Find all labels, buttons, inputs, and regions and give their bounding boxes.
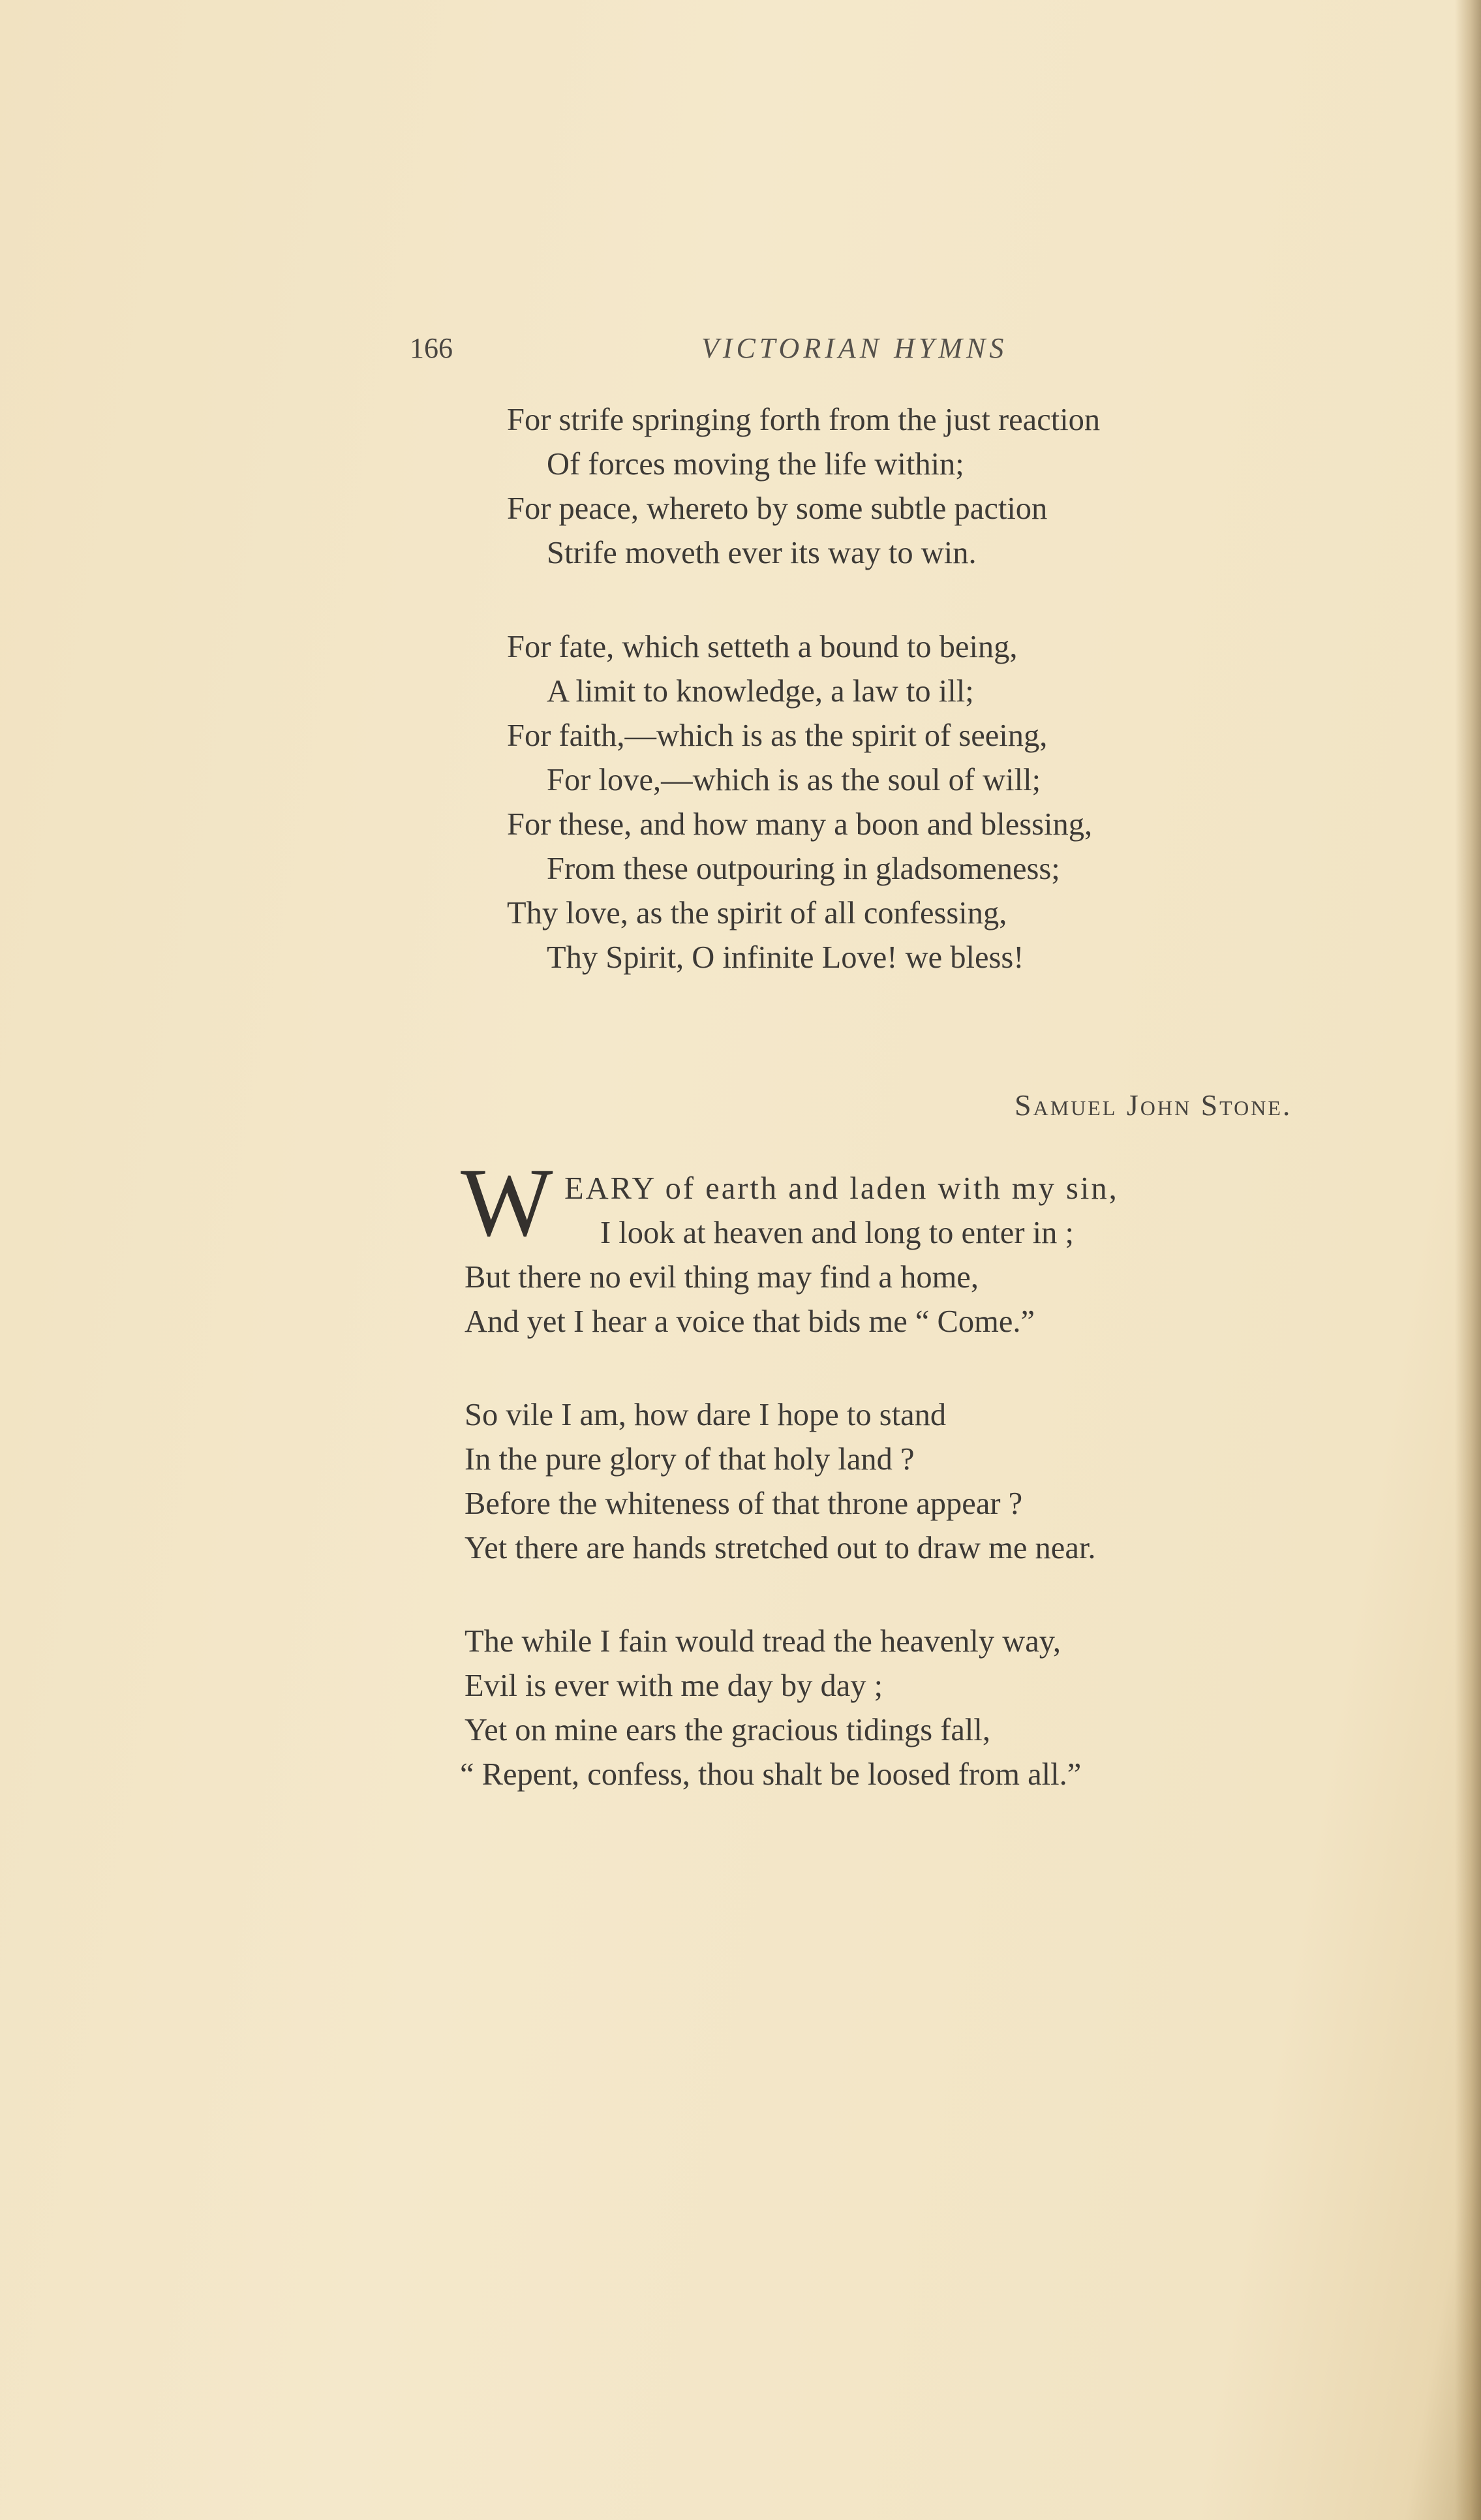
poem-line: But there no evil thing may find a home, (465, 1260, 979, 1295)
poem-line: Evil is ever with me day by day ; (465, 1668, 883, 1703)
running-title: VICTORIAN HYMNS (701, 332, 1008, 364)
author-attribution: Samuel John Stone. (1015, 1088, 1292, 1122)
poem-line: Thy Spirit, O infinite Love! we bless! (547, 940, 1024, 975)
poem-line: Of forces moving the life within; (547, 447, 964, 482)
page-header (0, 331, 1481, 377)
poem-line: Yet on mine ears the gracious tidings fall, (465, 1713, 990, 1747)
poem-line: “ Repent, confess, thou shalt be loosed from all.” (460, 1757, 1082, 1792)
poem-line: For fate, which setteth a bound to being, (507, 630, 1018, 664)
poem-line: EARY of earth and laden with my sin, (564, 1171, 1119, 1206)
poem-line: Before the whiteness of that throne appear ? (465, 1486, 1023, 1521)
poem-line: Yet there are hands stretched out to draw me near. (465, 1531, 1096, 1565)
poem-line: The while I fain would tread the heavenly way, (465, 1624, 1061, 1659)
poem-line: And yet I hear a voice that bids me “ Come.” (465, 1304, 1035, 1339)
page-edge-shadow (1455, 0, 1481, 2520)
poem-line: For these, and how many a boon and blessing, (507, 807, 1093, 842)
poem-line: So vile I am, how dare I hope to stand (465, 1398, 947, 1432)
page-number: 166 (410, 332, 453, 364)
poem-line: For faith,—which is as the spirit of seeing, (507, 718, 1048, 753)
poem-line: A limit to knowledge, a law to ill; (547, 674, 974, 709)
poem-line: In the pure glory of that holy land ? (465, 1442, 915, 1477)
poem-line: From these outpouring in gladsomeness; (547, 852, 1060, 886)
drop-cap: W (461, 1148, 553, 1257)
poem-line: Strife moveth ever its way to win. (547, 536, 977, 570)
poem-line: For strife springing forth from the just reaction (507, 403, 1101, 437)
poem-line: For love,—which is as the soul of will; (547, 763, 1041, 797)
poem-line: I look at heaven and long to enter in ; (600, 1216, 1074, 1250)
poem-line: Thy love, as the spirit of all confessing, (507, 896, 1007, 930)
poem-line: For peace, whereto by some subtle paction (507, 491, 1048, 526)
